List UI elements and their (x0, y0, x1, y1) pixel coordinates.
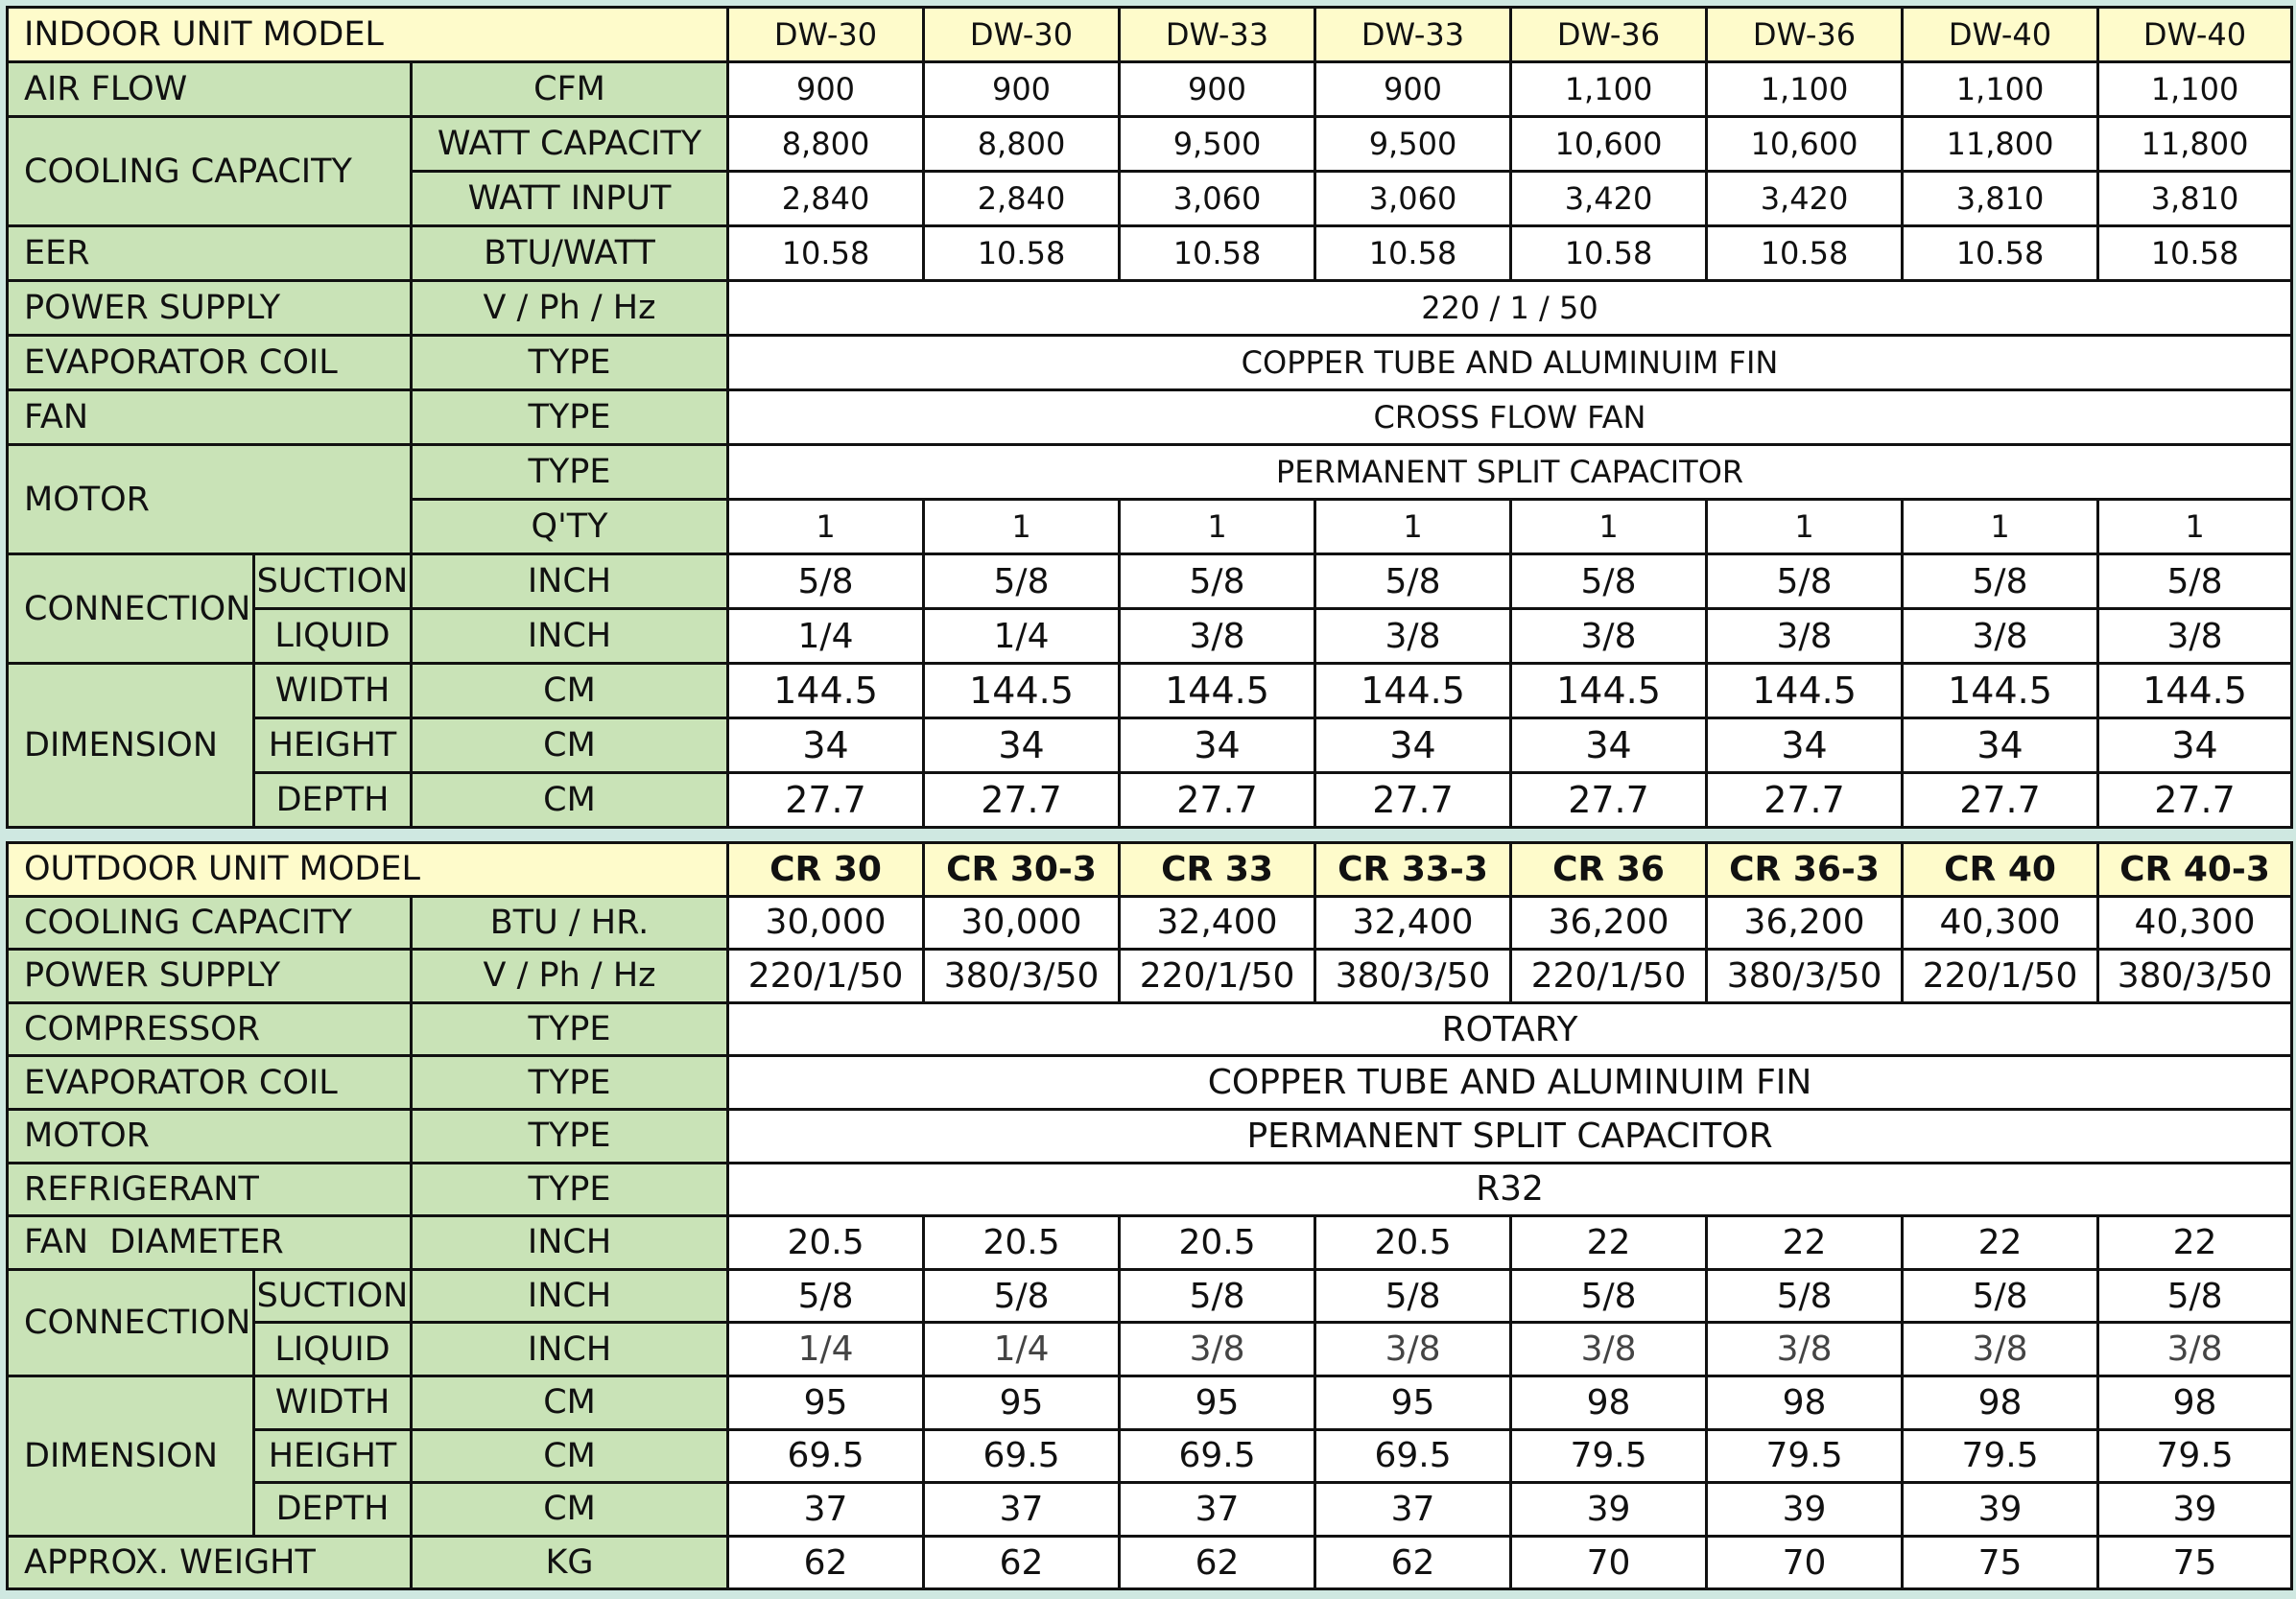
value-cell: 5/8 (1903, 1269, 2098, 1323)
model-cell: DW-40 (1903, 8, 2098, 62)
unit-label: CM (412, 1376, 728, 1429)
value-cell: 79.5 (2098, 1429, 2292, 1483)
value-cell: 1 (1707, 500, 1903, 554)
unit-label: INCH (412, 1269, 728, 1323)
value-cell: 11,800 (1903, 117, 2098, 172)
value-cell: 5/8 (1707, 1269, 1903, 1323)
row-label: COOLING CAPACITY (8, 896, 412, 950)
value-cell: 70 (1511, 1536, 1707, 1589)
value-cell: 1/4 (924, 1323, 1120, 1376)
sub-label: HEIGHT (254, 1429, 412, 1483)
value-cell: 3/8 (1315, 1323, 1511, 1376)
value-cell: 36,200 (1511, 896, 1707, 950)
outdoor-connection-suction-row (8, 1269, 2292, 1323)
value-cell: 69.5 (924, 1429, 1120, 1483)
compressor-row (8, 1002, 2292, 1056)
value-cell: 220/1/50 (728, 950, 924, 1003)
value-cell: 220/1/50 (1511, 950, 1707, 1003)
dimension-height-row (8, 718, 2292, 773)
value-cell: 3/8 (1707, 1323, 1903, 1376)
row-label: FAN (8, 390, 412, 445)
value-cell: 10.58 (1120, 226, 1315, 281)
row-label: DIMENSION (8, 664, 254, 828)
value-cell: 22 (2098, 1216, 2292, 1270)
value-cell: 40,300 (1903, 896, 2098, 950)
value-cell: 380/3/50 (2098, 950, 2292, 1003)
value-cell: 1/4 (924, 609, 1120, 664)
power-supply-row (8, 281, 2292, 336)
outdoor-dimension-height-row (8, 1429, 2292, 1483)
value-cell: 10.58 (728, 226, 924, 281)
unit-label: Q'TY (412, 500, 728, 554)
row-label: EVAPORATOR COIL (8, 336, 412, 390)
value-cell: 380/3/50 (1315, 950, 1511, 1003)
value-cell: 98 (1511, 1376, 1707, 1429)
row-label: APPROX. WEIGHT (8, 1536, 412, 1589)
value-cell: 98 (2098, 1376, 2292, 1429)
value-cell: 79.5 (1511, 1429, 1707, 1483)
value-cell: 39 (2098, 1483, 2292, 1537)
model-cell: DW-36 (1511, 8, 1707, 62)
value-cell: 5/8 (1903, 554, 2098, 609)
indoor-unit-model-label: INDOOR UNIT MODEL (8, 8, 728, 62)
row-label: CONNECTION (8, 1269, 254, 1376)
value-cell: 62 (924, 1536, 1120, 1589)
value-cell: 1,100 (2098, 62, 2292, 117)
model-cell: DW-30 (924, 8, 1120, 62)
indoor-spec-table (6, 6, 2293, 829)
value-cell: 75 (2098, 1536, 2292, 1589)
dimension-depth-row (8, 773, 2292, 828)
value-cell: 30,000 (728, 896, 924, 950)
model-cell: CR 40-3 (2098, 843, 2292, 897)
value-cell: 3/8 (1120, 609, 1315, 664)
value-cell: 5/8 (728, 1269, 924, 1323)
unit-label: CM (412, 1483, 728, 1537)
value-cell: 1 (1511, 500, 1707, 554)
value-cell: 70 (1707, 1536, 1903, 1589)
value-cell: 40,300 (2098, 896, 2292, 950)
value-cell: 95 (1120, 1376, 1315, 1429)
outdoor-evaporator-coil-row (8, 1056, 2292, 1110)
connection-suction-row (8, 554, 2292, 609)
value-cell: 3/8 (1903, 609, 2098, 664)
value-cell: 380/3/50 (924, 950, 1120, 1003)
value-cell: 95 (728, 1376, 924, 1429)
value-cell: 2,840 (728, 172, 924, 226)
value-cell: 34 (1315, 718, 1511, 773)
value-cell: 5/8 (924, 554, 1120, 609)
value-cell: 2,840 (924, 172, 1120, 226)
value-cell: 34 (2098, 718, 2292, 773)
value-cell: 900 (1120, 62, 1315, 117)
value-cell: 69.5 (1315, 1429, 1511, 1483)
unit-label: TYPE (412, 1163, 728, 1216)
model-cell: CR 30-3 (924, 843, 1120, 897)
value-cell: 39 (1707, 1483, 1903, 1537)
value-cell: COPPER TUBE AND ALUMINUIM FIN (728, 336, 2292, 390)
unit-label: TYPE (412, 1002, 728, 1056)
row-label: COMPRESSOR (8, 1002, 412, 1056)
unit-label: BTU/WATT (412, 226, 728, 281)
unit-label: INCH (412, 554, 728, 609)
sub-label: SUCTION (254, 1269, 412, 1323)
sub-label: HEIGHT (254, 718, 412, 773)
unit-label: CFM (412, 62, 728, 117)
value-cell: 3/8 (1707, 609, 1903, 664)
value-cell: PERMANENT SPLIT CAPACITOR (728, 1109, 2292, 1163)
value-cell: 5/8 (924, 1269, 1120, 1323)
model-cell: DW-33 (1315, 8, 1511, 62)
value-cell: 3/8 (1511, 609, 1707, 664)
model-cell: DW-33 (1120, 8, 1315, 62)
outdoor-power-supply-row (8, 950, 2292, 1003)
unit-label: WATT CAPACITY (412, 117, 728, 172)
value-cell: 3/8 (2098, 1323, 2292, 1376)
unit-label: V / Ph / Hz (412, 281, 728, 336)
row-label: FAN DIAMETER (8, 1216, 412, 1270)
value-cell: 144.5 (1315, 664, 1511, 718)
value-cell: ROTARY (728, 1002, 2292, 1056)
outdoor-dimension-depth-row (8, 1483, 2292, 1537)
value-cell: 34 (1511, 718, 1707, 773)
unit-label: WATT INPUT (412, 172, 728, 226)
value-cell: 1,100 (1903, 62, 2098, 117)
refrigerant-row (8, 1163, 2292, 1216)
unit-label: CM (412, 718, 728, 773)
value-cell: 10.58 (1511, 226, 1707, 281)
value-cell: 144.5 (728, 664, 924, 718)
value-cell: 3/8 (1511, 1323, 1707, 1376)
table-gap (6, 829, 2290, 841)
value-cell: 27.7 (1315, 773, 1511, 828)
outdoor-connection-liquid-row (8, 1323, 2292, 1376)
model-cell: CR 36 (1511, 843, 1707, 897)
value-cell: 5/8 (2098, 554, 2292, 609)
row-label: DIMENSION (8, 1376, 254, 1536)
value-cell: 3,810 (2098, 172, 2292, 226)
value-cell: 3,060 (1120, 172, 1315, 226)
value-cell: 10.58 (1707, 226, 1903, 281)
value-cell: 220/1/50 (1120, 950, 1315, 1003)
value-cell: 22 (1707, 1216, 1903, 1270)
value-cell: 1,100 (1707, 62, 1903, 117)
value-cell: 1 (1315, 500, 1511, 554)
row-label: POWER SUPPLY (8, 281, 412, 336)
unit-label: TYPE (412, 1056, 728, 1110)
value-cell: 3/8 (1903, 1323, 2098, 1376)
value-cell: 1,100 (1511, 62, 1707, 117)
value-cell: 220/1/50 (1903, 950, 2098, 1003)
unit-label: BTU / HR. (412, 896, 728, 950)
model-cell: CR 33 (1120, 843, 1315, 897)
value-cell: 37 (1120, 1483, 1315, 1537)
outdoor-unit-model-label: OUTDOOR UNIT MODEL (8, 843, 728, 897)
row-label: AIR FLOW (8, 62, 412, 117)
value-cell: 98 (1707, 1376, 1903, 1429)
motor-type-row (8, 445, 2292, 500)
value-cell: 34 (1120, 718, 1315, 773)
value-cell: 30,000 (924, 896, 1120, 950)
connection-liquid-row (8, 609, 2292, 664)
outdoor-spec-table (6, 841, 2293, 1590)
value-cell: 10.58 (2098, 226, 2292, 281)
value-cell: R32 (728, 1163, 2292, 1216)
value-cell: 5/8 (2098, 1269, 2292, 1323)
value-cell: 5/8 (1707, 554, 1903, 609)
fan-diameter-row (8, 1216, 2292, 1270)
value-cell: 3,810 (1903, 172, 2098, 226)
row-label: EER (8, 226, 412, 281)
unit-label: TYPE (412, 1109, 728, 1163)
value-cell: COPPER TUBE AND ALUMINUIM FIN (728, 1056, 2292, 1110)
value-cell: 62 (728, 1536, 924, 1589)
value-cell: 10.58 (1903, 226, 2098, 281)
eer-row (8, 226, 2292, 281)
row-label: REFRIGERANT (8, 1163, 412, 1216)
value-cell: 22 (1903, 1216, 2098, 1270)
value-cell: PERMANENT SPLIT CAPACITOR (728, 445, 2292, 500)
value-cell: 27.7 (2098, 773, 2292, 828)
value-cell: CROSS FLOW FAN (728, 390, 2292, 445)
unit-label: INCH (412, 609, 728, 664)
unit-label: CM (412, 1429, 728, 1483)
value-cell: 27.7 (1120, 773, 1315, 828)
value-cell: 8,800 (728, 117, 924, 172)
sub-label: WIDTH (254, 664, 412, 718)
value-cell: 3/8 (2098, 609, 2292, 664)
approx-weight-row (8, 1536, 2292, 1589)
value-cell: 5/8 (1511, 554, 1707, 609)
evaporator-coil-row (8, 336, 2292, 390)
value-cell: 900 (728, 62, 924, 117)
value-cell: 900 (924, 62, 1120, 117)
value-cell: 27.7 (1903, 773, 2098, 828)
value-cell: 5/8 (728, 554, 924, 609)
value-cell: 10,600 (1707, 117, 1903, 172)
model-cell: CR 40 (1903, 843, 2098, 897)
value-cell: 36,200 (1707, 896, 1903, 950)
value-cell: 34 (924, 718, 1120, 773)
value-cell: 20.5 (1120, 1216, 1315, 1270)
value-cell: 34 (1707, 718, 1903, 773)
value-cell: 144.5 (1707, 664, 1903, 718)
value-cell: 144.5 (2098, 664, 2292, 718)
spec-sheet (6, 6, 2290, 1590)
row-label: COOLING CAPACITY (8, 117, 412, 226)
value-cell: 32,400 (1120, 896, 1315, 950)
outdoor-motor-row (8, 1109, 2292, 1163)
value-cell: 3,420 (1511, 172, 1707, 226)
model-cell: DW-30 (728, 8, 924, 62)
watt-capacity-row (8, 117, 2292, 172)
sub-label: WIDTH (254, 1376, 412, 1429)
row-label: MOTOR (8, 445, 412, 554)
sub-label: LIQUID (254, 609, 412, 664)
value-cell: 1/4 (728, 1323, 924, 1376)
value-cell: 1 (728, 500, 924, 554)
indoor-model-row (8, 8, 2292, 62)
value-cell: 37 (1315, 1483, 1511, 1537)
value-cell: 3/8 (1315, 609, 1511, 664)
value-cell: 3/8 (1120, 1323, 1315, 1376)
value-cell: 5/8 (1120, 1269, 1315, 1323)
sub-label: DEPTH (254, 773, 412, 828)
model-cell: CR 33-3 (1315, 843, 1511, 897)
value-cell: 1 (924, 500, 1120, 554)
value-cell: 27.7 (728, 773, 924, 828)
value-cell: 39 (1511, 1483, 1707, 1537)
value-cell: 10.58 (1315, 226, 1511, 281)
row-label: CONNECTION (8, 554, 254, 664)
fan-row (8, 390, 2292, 445)
model-cell: DW-36 (1707, 8, 1903, 62)
value-cell: 5/8 (1511, 1269, 1707, 1323)
outdoor-model-row (8, 843, 2292, 897)
value-cell: 27.7 (1511, 773, 1707, 828)
unit-label: CM (412, 773, 728, 828)
row-label: MOTOR (8, 1109, 412, 1163)
unit-label: TYPE (412, 336, 728, 390)
value-cell: 900 (1315, 62, 1511, 117)
dimension-width-row (8, 664, 2292, 718)
value-cell: 69.5 (728, 1429, 924, 1483)
row-label: EVAPORATOR COIL (8, 1056, 412, 1110)
model-cell: DW-40 (2098, 8, 2292, 62)
value-cell: 380/3/50 (1707, 950, 1903, 1003)
value-cell: 62 (1120, 1536, 1315, 1589)
value-cell: 1 (2098, 500, 2292, 554)
sub-label: SUCTION (254, 554, 412, 609)
unit-label: TYPE (412, 390, 728, 445)
value-cell: 1 (1903, 500, 2098, 554)
sub-label: LIQUID (254, 1323, 412, 1376)
value-cell: 20.5 (924, 1216, 1120, 1270)
value-cell: 3,420 (1707, 172, 1903, 226)
value-cell: 5/8 (1120, 554, 1315, 609)
value-cell: 11,800 (2098, 117, 2292, 172)
value-cell: 10.58 (924, 226, 1120, 281)
unit-label: KG (412, 1536, 728, 1589)
value-cell: 95 (924, 1376, 1120, 1429)
value-cell: 27.7 (924, 773, 1120, 828)
value-cell: 144.5 (1903, 664, 2098, 718)
value-cell: 9,500 (1315, 117, 1511, 172)
value-cell: 144.5 (1120, 664, 1315, 718)
value-cell: 1/4 (728, 609, 924, 664)
value-cell: 20.5 (1315, 1216, 1511, 1270)
value-cell: 8,800 (924, 117, 1120, 172)
row-label: POWER SUPPLY (8, 950, 412, 1003)
value-cell: 34 (728, 718, 924, 773)
sub-label: DEPTH (254, 1483, 412, 1537)
value-cell: 10,600 (1511, 117, 1707, 172)
value-cell: 27.7 (1707, 773, 1903, 828)
value-cell: 220 / 1 / 50 (728, 281, 2292, 336)
value-cell: 5/8 (1315, 1269, 1511, 1323)
value-cell: 3,060 (1315, 172, 1511, 226)
value-cell: 144.5 (1511, 664, 1707, 718)
unit-label: INCH (412, 1323, 728, 1376)
air-flow-row (8, 62, 2292, 117)
value-cell: 34 (1903, 718, 2098, 773)
value-cell: 79.5 (1903, 1429, 2098, 1483)
value-cell: 95 (1315, 1376, 1511, 1429)
value-cell: 69.5 (1120, 1429, 1315, 1483)
outdoor-cooling-capacity-row (8, 896, 2292, 950)
value-cell: 62 (1315, 1536, 1511, 1589)
unit-label: CM (412, 664, 728, 718)
value-cell: 32,400 (1315, 896, 1511, 950)
value-cell: 20.5 (728, 1216, 924, 1270)
value-cell: 39 (1903, 1483, 2098, 1537)
unit-label: TYPE (412, 445, 728, 500)
value-cell: 37 (924, 1483, 1120, 1537)
value-cell: 98 (1903, 1376, 2098, 1429)
model-cell: CR 30 (728, 843, 924, 897)
unit-label: INCH (412, 1216, 728, 1270)
model-cell: CR 36-3 (1707, 843, 1903, 897)
outdoor-dimension-width-row (8, 1376, 2292, 1429)
value-cell: 144.5 (924, 664, 1120, 718)
value-cell: 1 (1120, 500, 1315, 554)
value-cell: 79.5 (1707, 1429, 1903, 1483)
value-cell: 5/8 (1315, 554, 1511, 609)
unit-label: V / Ph / Hz (412, 950, 728, 1003)
value-cell: 22 (1511, 1216, 1707, 1270)
value-cell: 75 (1903, 1536, 2098, 1589)
value-cell: 37 (728, 1483, 924, 1537)
value-cell: 9,500 (1120, 117, 1315, 172)
